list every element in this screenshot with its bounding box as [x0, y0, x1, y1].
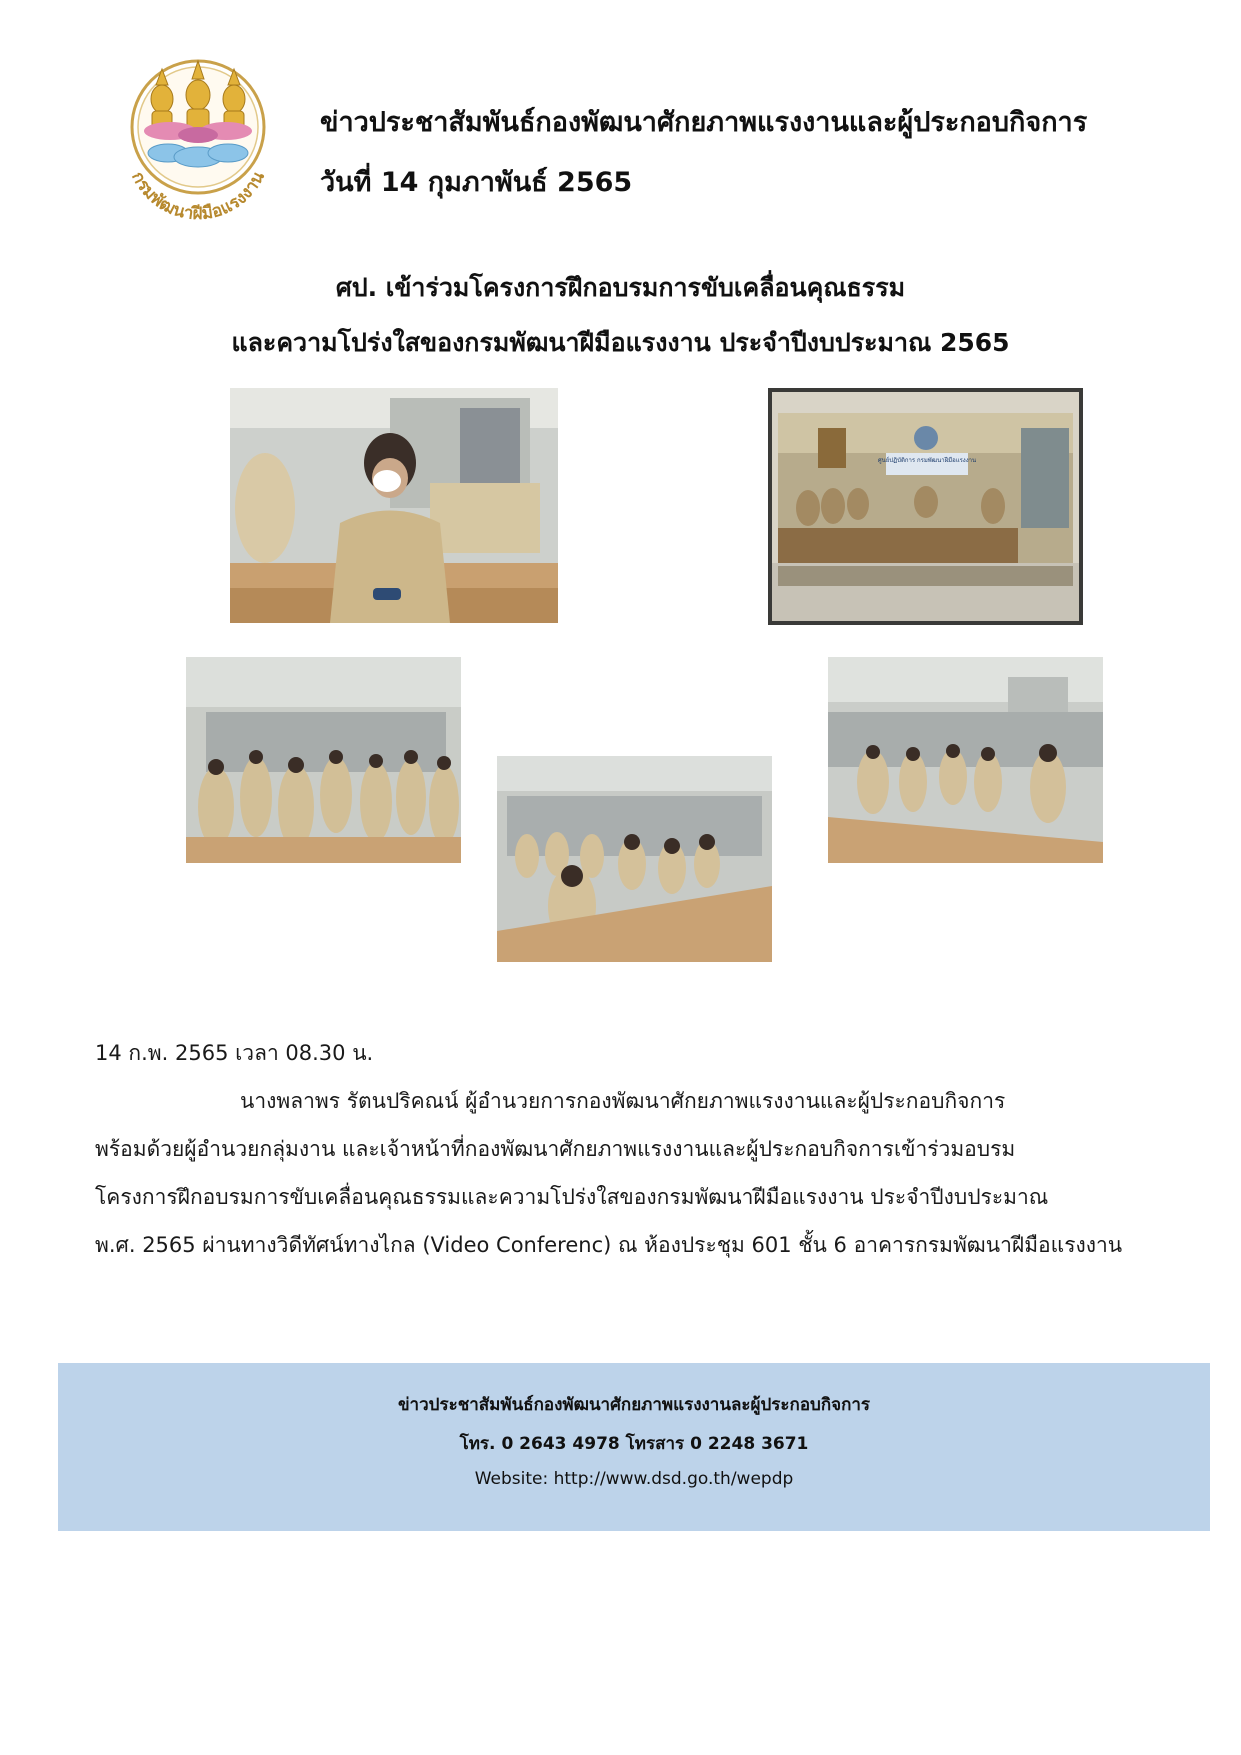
header-title: ข่าวประชาสัมพันธ์กองพัฒนาศักยภาพแรงงานและผู้ประกอบกิจการ: [320, 107, 1088, 138]
article-line-4: พ.ศ. 2565 ผ่านทางวิดีทัศน์ทางไกล (Video Conferenc) ณ ห้องประชุม 601 ชั้น 6 อาคารกรมพัฒนาฝีมือแรงงาน: [95, 1233, 1123, 1257]
footer-website: Website: http://www.dsd.go.th/wepdp: [474, 1469, 794, 1489]
photo-group-left: [186, 657, 461, 863]
photo-director-at-desk: [230, 388, 558, 623]
article-datetime: 14 ก.พ. 2565 เวลา 08.30 น.: [95, 1041, 374, 1065]
footer-title: ข่าวประชาสัมพันธ์กองพัฒนาศักยภาพแรงงานละผู้ประกอบกิจการ: [397, 1395, 871, 1415]
footer-phone: โทร. 0 2643 4978 โทรสาร 0 2248 3671: [459, 1434, 809, 1454]
photo-video-conference-screen: [768, 388, 1083, 625]
news-title-line-2: และความโปร่งใสของกรมพัฒนาฝีมือแรงงาน ประจำปีงบประมาณ 2565: [231, 328, 1010, 357]
header-date: วันที่ 14 กุมภาพันธ์ 2565: [320, 167, 633, 198]
article-line-3: โครงการฝึกอบรมการขับเคลื่อนคุณธรรมและความโปร่งใสของกรมพัฒนาฝีมือแรงงาน ประจำปีงบประมาณ: [95, 1185, 1049, 1209]
logo-text: กรมพัฒนาฝีมือแรงงาน: [127, 168, 269, 220]
photo-group-seated: [497, 756, 772, 962]
dsd-logo: [108, 55, 288, 220]
contact-footer: [58, 1363, 1210, 1531]
article-line-2: พร้อมด้วยผู้อำนวยกลุ่มงาน และเจ้าหน้าที่กองพัฒนาศักยภาพแรงงานและผู้ประกอบกิจการเข้าร่วมอบรม: [95, 1137, 1016, 1161]
news-title-line-1: ศป. เข้าร่วมโครงการฝึกอบรมการขับเคลื่อนคุณธรรม: [335, 273, 906, 302]
article-line-1: นางพลาพร รัตนปริคณน์ ผู้อำนวยการกองพัฒนาศักยภาพแรงงานและผู้ประกอบกิจการ: [240, 1089, 1006, 1113]
photo-group-right: [828, 657, 1103, 863]
screen-sign-text: ศูนย์ปฏิบัติการ กรมพัฒนาฝีมือแรงงาน: [877, 457, 977, 464]
